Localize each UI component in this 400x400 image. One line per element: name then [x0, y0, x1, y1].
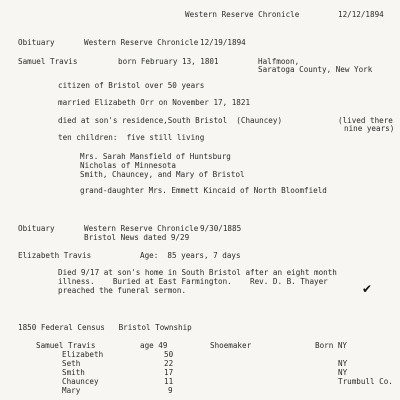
census-age: 17: [164, 368, 174, 377]
obit1-label: Obituary: [18, 38, 55, 47]
obit1-married: married Elizabeth Orr on November 17, 1821: [58, 98, 251, 107]
obit2-name: Elizabeth Travis: [18, 251, 92, 260]
obit1-children: ten children: five still living: [58, 133, 205, 142]
obit1-died: died at son's residence,South Bristol (Chauncey): [58, 116, 283, 125]
obit1-child-3: Smith, Chauncey, and Mary of Bristol: [80, 170, 245, 179]
obit1-place-1: Halfmoon,: [258, 57, 300, 66]
census-born: NY: [338, 368, 348, 377]
obit1-child-1: Mrs. Sarah Mansfield of Huntsburg: [80, 152, 231, 161]
obit2-date: 9/30/1885: [200, 224, 242, 233]
obit1-place-2: Saratoga County, New York: [258, 65, 373, 74]
census-age: age 49: [140, 341, 168, 350]
obit1-source: Western Reserve Chronicle: [84, 38, 199, 47]
census-name: Mary: [62, 386, 81, 395]
census-age: 11: [164, 377, 174, 386]
check-mark-icon: ✔: [362, 282, 373, 296]
census-age: 22: [164, 359, 174, 368]
census-name: Samuel Travis: [36, 341, 96, 350]
census-title: 1850 Federal Census Bristol Township: [18, 323, 192, 332]
census-born: NY: [338, 359, 348, 368]
census-name: Smith: [62, 368, 85, 377]
obit2-label: Obituary: [18, 224, 55, 233]
census-born: Born NY: [315, 341, 348, 350]
obit1-child-2: Nicholas of Minnesota: [80, 161, 177, 170]
obit1-name: Samuel Travis: [18, 57, 78, 66]
obit1-lived-note-1: (lived there: [338, 116, 393, 125]
census-occupation: Shoemaker: [210, 341, 252, 350]
obit1-citizen: citizen of Bristol over 50 years: [58, 81, 205, 90]
census-born: Trumbull Co.: [338, 377, 393, 386]
obit1-grandchild: grand-daughter Mrs. Emmett Kincaid of North Bloomfield: [80, 186, 327, 195]
obit2-age: Age: 85 years, 7 days: [140, 251, 241, 260]
census-age: 50: [164, 350, 174, 359]
obit2-source-2: Bristol News dated 9/29: [84, 233, 190, 242]
obit2-died-2: illness. Buried at East Farmington. Rev. D. B. Thayer: [58, 277, 328, 286]
header-source: Western Reserve Chronicle: [185, 10, 300, 19]
obit2-died-1: Died 9/17 at son's home in South Bristol after an eight month: [58, 268, 337, 277]
obit1-born: born February 13, 1801: [118, 57, 219, 66]
obit2-died-3: preached the funeral sermon.: [58, 286, 187, 295]
header-date: 12/12/1894: [338, 10, 384, 19]
census-name: Elizabeth: [62, 350, 104, 359]
obit2-source: Western Reserve Chronicle: [84, 224, 199, 233]
census-name: Seth: [62, 359, 81, 368]
obit1-date: 12/19/1894: [200, 38, 246, 47]
census-name: Chauncey: [62, 377, 99, 386]
census-age: 9: [168, 386, 173, 395]
obit1-lived-note-2: nine years): [344, 124, 395, 133]
